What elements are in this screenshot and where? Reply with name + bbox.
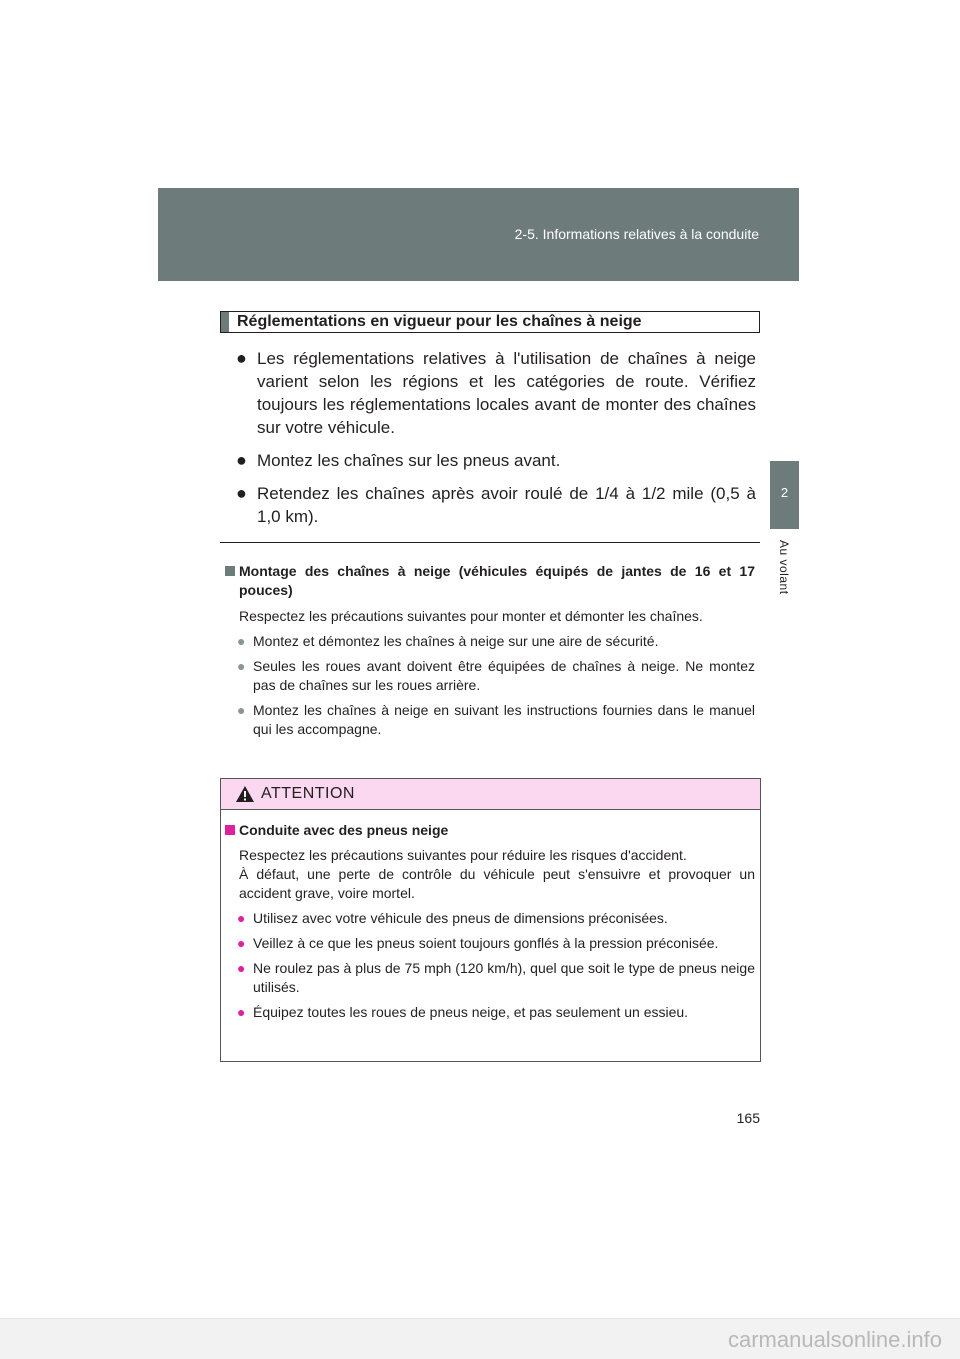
list-item [225, 934, 755, 953]
square-bullet-icon [225, 825, 235, 835]
regulation-box-title: Réglementations en vigueur pour les chaînes à neige [237, 313, 642, 330]
attention-paragraph [225, 846, 755, 903]
list-item-text: Utilisez avec votre véhicule des pneus de dimensions préconisées. [253, 910, 668, 926]
warning-icon [235, 785, 255, 803]
list-item [236, 449, 756, 472]
bullet-icon: ● [237, 935, 246, 951]
list-item-text: Seules les roues avant doivent être équipées de chaînes à neige. Ne montez pas de chaînes sur les roues arrière. [253, 658, 755, 693]
chapter-header-band [158, 188, 799, 281]
list-item [236, 482, 756, 528]
note-intro: Respectez les précautions suivantes pour monter et démonter les chaînes. [239, 608, 703, 624]
bullet-icon: ● [237, 658, 246, 674]
bullet-icon: ● [237, 960, 246, 976]
list-item-text: Montez les chaînes sur les pneus avant. [257, 451, 561, 470]
list-item-text: Équipez toutes les roues de pneus neige, et pas seulement un essieu. [253, 1004, 689, 1020]
attention-header [221, 779, 760, 810]
list-item-text: Montez et démontez les chaînes à neige sur une aire de sécurité. [253, 633, 659, 649]
bullet-icon: ● [236, 348, 247, 368]
regulation-box-header [220, 311, 760, 333]
attention-box [220, 778, 761, 1062]
list-item [225, 959, 755, 997]
section-title: 2-5. Informations relatives à la conduite [514, 226, 759, 242]
bullet-icon: ● [236, 483, 247, 503]
bullet-icon: ● [236, 450, 247, 470]
chapter-number: 2 [780, 485, 789, 500]
square-bullet-icon [225, 566, 235, 576]
note-heading [225, 562, 755, 600]
watermark-text[interactable]: carmanualsonline.info [727, 1327, 942, 1352]
chapter-label: Au volant [777, 540, 791, 595]
list-item-text: Veillez à ce que les pneus soient toujours gonflés à la pression préconisée. [253, 935, 719, 951]
chapter-tab [770, 461, 799, 529]
header-accent-bar [221, 312, 229, 332]
list-item [225, 1003, 755, 1022]
attention-paragraph-2: À défaut, une perte de contrôle du véhicule peut s'ensuivre et provoquer un accident grave, voire mortel. [239, 866, 755, 901]
list-item [225, 701, 755, 739]
list-item [236, 347, 756, 439]
bullet-icon: ● [237, 1004, 246, 1020]
list-item [225, 657, 755, 695]
note-heading-text: Montage des chaînes à neige (véhicules équipés de jantes de 16 et 17 pouces) [239, 563, 755, 598]
attention-paragraph-1: Respectez les précautions suivantes pour réduire les risques d'accident. [239, 847, 687, 863]
bullet-icon: ● [237, 633, 246, 649]
bullet-icon: ● [237, 702, 246, 718]
attention-heading [225, 821, 755, 840]
bullet-icon: ● [237, 910, 246, 926]
watermark-bar [0, 1318, 960, 1359]
list-item-text: Les réglementations relatives à l'utilisation de chaînes à neige varient selon les régions et les catégories de route. Vérifiez toujours les réglementations locales avant de monter des chaînes sur votre véhicule. [257, 349, 756, 437]
list-item [225, 632, 755, 651]
attention-title: ATTENTION [261, 785, 355, 802]
page-number: 165 [736, 1110, 760, 1126]
regulation-list [236, 347, 756, 538]
mounting-notes [225, 562, 755, 739]
list-item-text: Retendez les chaînes après avoir roulé de 1/4 à 1/2 mile (0,5 à 1,0 km). [257, 484, 756, 526]
attention-body [225, 821, 755, 1022]
section-divider [220, 542, 760, 543]
list-item-text: Ne roulez pas à plus de 75 mph (120 km/h), quel que soit le type de pneus neige utilisés. [253, 960, 755, 995]
attention-heading-text: Conduite avec des pneus neige [239, 822, 449, 838]
list-item-text: Montez les chaînes à neige en suivant les instructions fournies dans le manuel qui les accompagne. [253, 702, 755, 737]
list-item [225, 909, 755, 928]
